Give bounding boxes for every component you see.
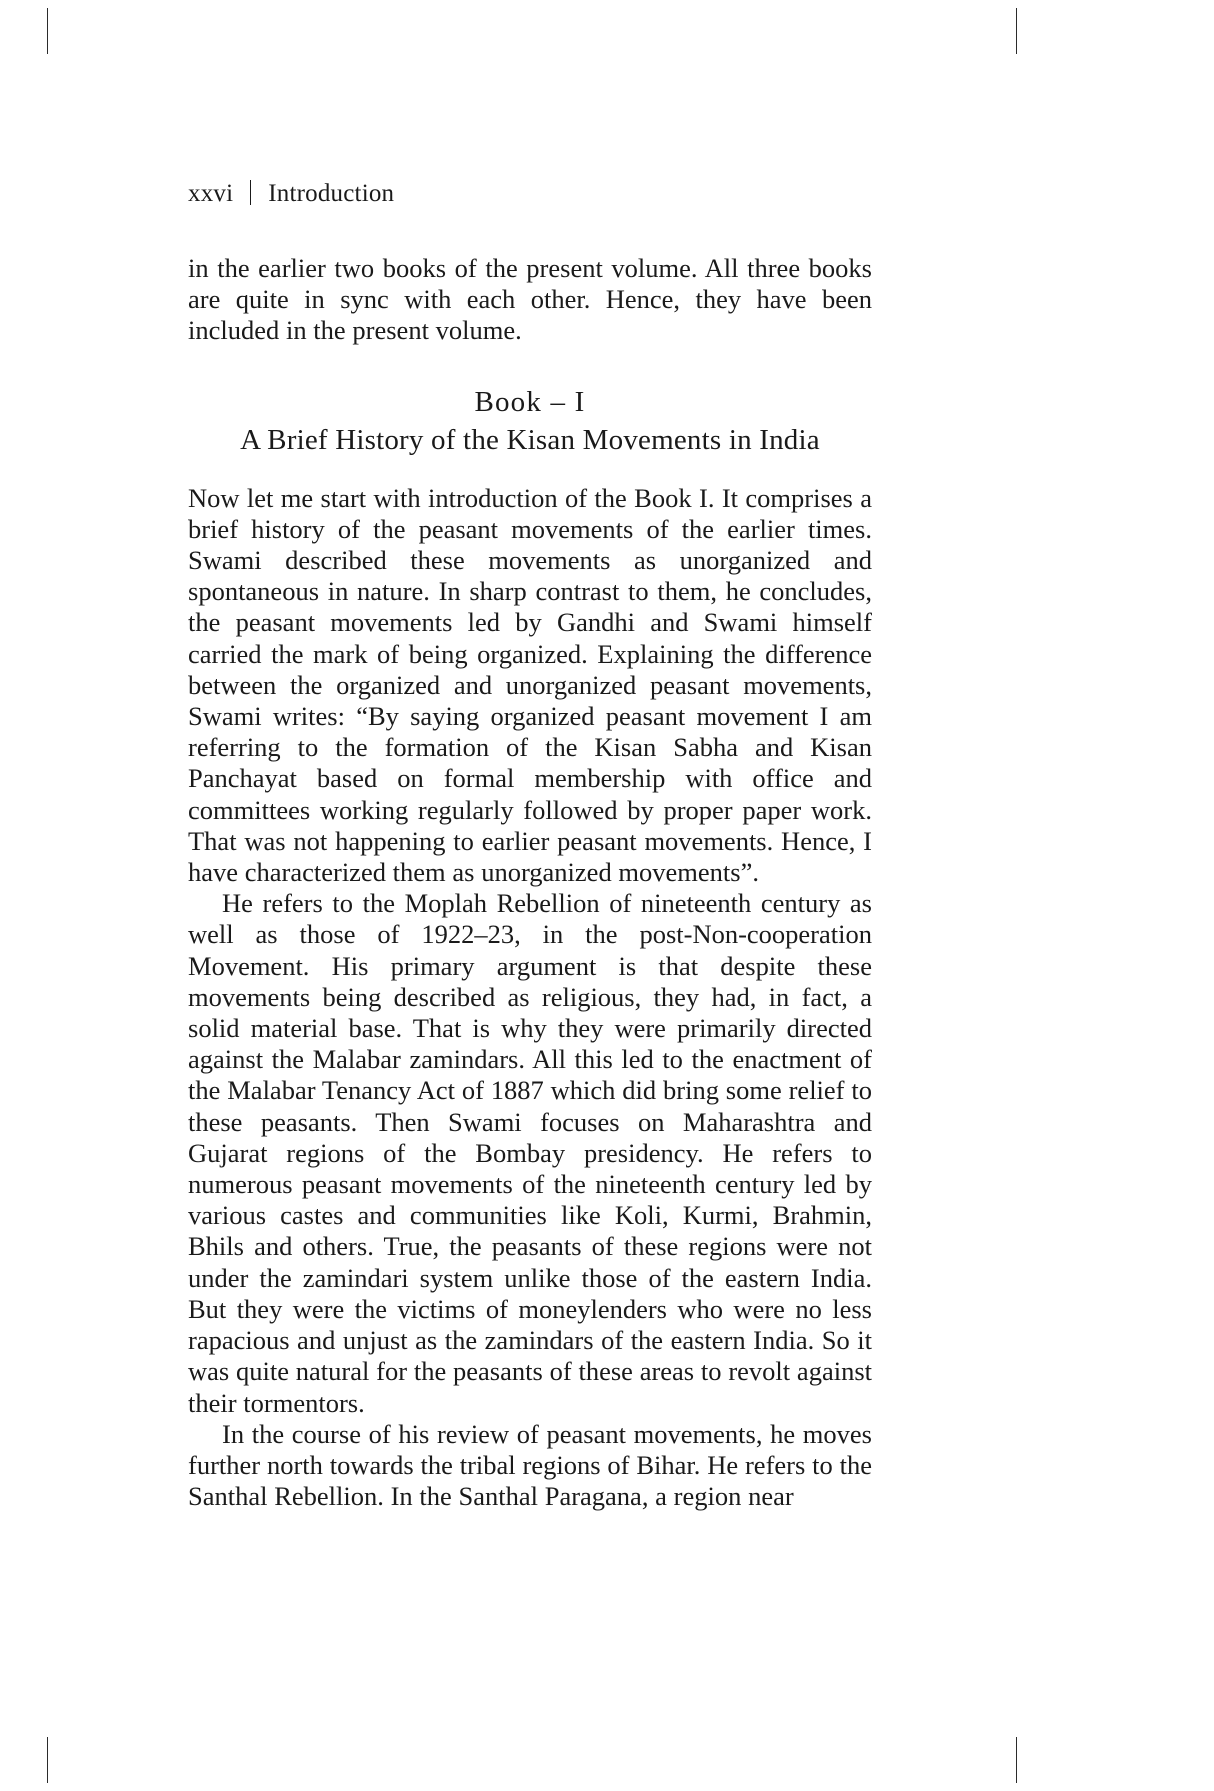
paragraph-continued: in the earlier two books of the present volume. All three books are quite in sync with each other. Hence, they have been included in the present volume.	[188, 253, 872, 346]
crop-mark-top-right	[1016, 8, 1017, 54]
page-folio-number: xxvi	[188, 180, 234, 207]
running-head-divider	[250, 180, 251, 205]
crop-mark-bottom-right	[1016, 1737, 1017, 1783]
book-number-heading: Book – I	[474, 385, 586, 418]
crop-mark-top-left	[47, 8, 48, 54]
crop-mark-bottom-left	[47, 1737, 48, 1783]
book-title-heading: A Brief History of the Kisan Movements in India	[240, 423, 820, 456]
book-heading-group	[188, 383, 872, 459]
running-head	[188, 176, 872, 209]
paragraph-moplah: He refers to the Moplah Rebellion of nineteenth century as well as those of 1922–23, in the post-Non-cooperation Movement. His primary argument is that despite these movements being described as religious, they had, in fact, a solid material base. That is why they were primarily directed against the Malabar zamindars. All this led to the enactment of the Malabar Tenancy Act of 1887 which did bring some relief to these peasants. Then Swami focuses on Maharashtra and Gujarat regions of the Bombay presidency. He refers to numerous peasant movements of the nineteenth century led by various castes and communities like Koli, Kurmi, Brahmin, Bhils and others. True, the peasants of these regions were not under the zamindari system unlike those of the eastern India. But they were the victims of moneylenders who were no less rapacious and unjust as the zamindars of the eastern India. So it was quite natural for the peasants of these areas to revolt against their tormentors.	[188, 888, 872, 1418]
running-head-title: Introduction	[268, 180, 395, 207]
text-block	[188, 176, 872, 1512]
paragraph-santhal: In the course of his review of peasant movements, he moves further north towards the tribal regions of Bihar. He refers to the Santhal Rebellion. In the Santhal Paragana, a region near	[188, 1418, 872, 1512]
paragraph-book-intro: Now let me start with introduction of the Book I. It comprises a brief history of the peasant movements of the earlier times. Swami described these movements as unorganized and spontaneous in nature. In sharp contrast to them, he concludes, the peasant movements led by Gandhi and Swami himself carried the mark of being organized. Explaining the difference between the organized and unorganized peasant movements, Swami writes: “By saying organized peasant movement I am referring to the formation of the Kisan Sabha and Kisan Panchayat based on formal membership with office and committees working regularly followed by proper paper work. That was not happening to earlier peasant movements. Hence, I have characterized them as unorganized movements”.	[188, 482, 872, 888]
